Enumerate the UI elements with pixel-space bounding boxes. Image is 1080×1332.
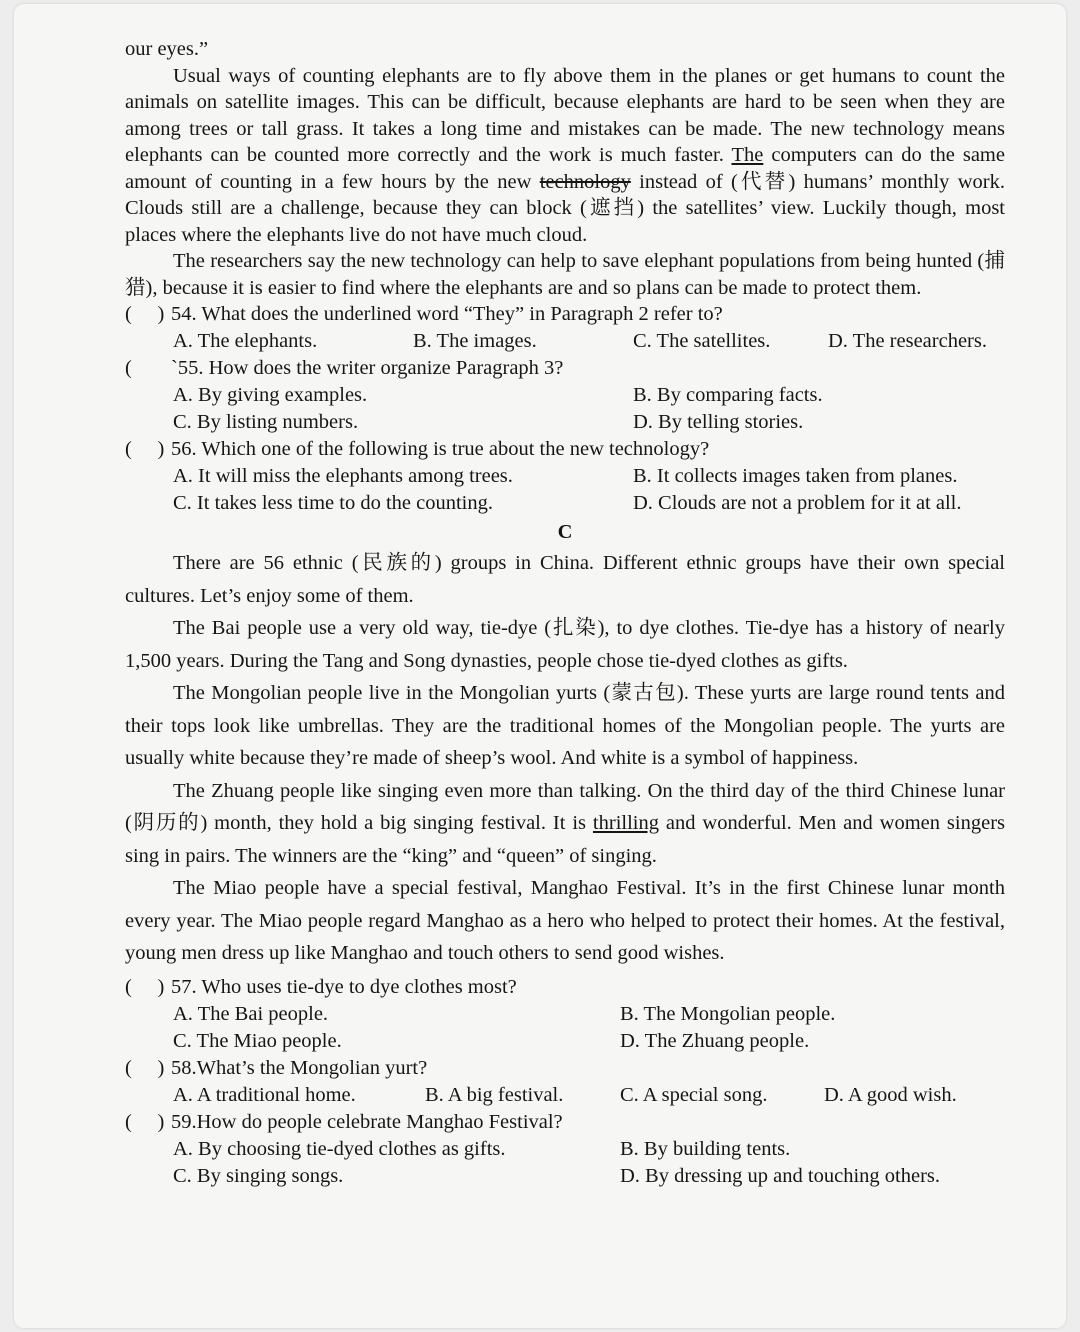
- option-a: A. A traditional home.: [173, 1083, 356, 1106]
- options-56-row1: [125, 463, 1005, 490]
- paragraph-tail: our eyes.”: [125, 38, 209, 60]
- options-54: [125, 328, 1005, 355]
- answer-blank[interactable]: ( ): [125, 975, 165, 998]
- question-text: `55. How does the writer organize Paragraph 3?: [171, 357, 564, 379]
- paragraph-c1: There are 56 ethnic (民族的) groups in China. Different ethnic groups have their own special cultures. Let’s enjoy some of them.: [125, 552, 1005, 607]
- paragraph-c5: The Miao people have a special festival, Manghao Festival. It’s in the first Chinese lunar month every year. The Miao people regard Manghao as a hero who helped to protect their homes. At the festival, young men dress up like Manghao and touch others to send good wishes.: [125, 877, 1005, 964]
- paragraph-c3: The Mongolian people live in the Mongolian yurts (蒙古包). These yurts are large round tents and their tops look like umbrellas. They are the traditional homes of the Mongolian people. The yurts are usually white because they’re made of sheep’s wool. And white is a symbol of happiness.: [125, 682, 1005, 769]
- options-56-row2: [125, 490, 1005, 517]
- paragraph-c2: The Bai people use a very old way, tie-dye (扎染), to dye clothes. Tie-dye has a history of nearly 1,500 years. During the Tang and Song dynasties, people chose tie-dyed clothes as gifts.: [125, 617, 1005, 672]
- document-page: [14, 4, 1066, 1328]
- option-a: A. The elephants.: [173, 330, 318, 352]
- option-d: D. Clouds are not a problem for it at all.: [633, 492, 962, 514]
- option-b: B. A big festival.: [425, 1083, 564, 1106]
- answer-blank[interactable]: ( ): [125, 1110, 165, 1133]
- option-d: D. The researchers.: [828, 330, 987, 352]
- option-a: A. The Bai people.: [173, 1002, 329, 1025]
- option-d: D. A good wish.: [824, 1083, 957, 1106]
- option-d: D. By dressing up and touching others.: [620, 1164, 940, 1187]
- options-57-row1: [125, 1001, 1005, 1028]
- paragraph-c4: The Zhuang people like singing even more than talking. On the third day of the third Chinese lunar (阴历的) month, they hold a big singing festival. It is thrilling and wonderful. Men and women singers sing in pairs. The winners are the “king” and “queen” of singing.: [125, 779, 1005, 867]
- paragraph-3: The researchers say the new technology can help to save elephant populations from being hunted (捕猎), because it is easier to find where the elephants are and so plans can be made to protect them.: [125, 250, 1005, 299]
- option-b: B. It collects images taken from planes.: [633, 465, 958, 487]
- question-text: 56. Which one of the following is true about the new technology?: [171, 438, 710, 460]
- question-text: 59.How do people celebrate Manghao Festival?: [171, 1110, 563, 1133]
- question-54: [125, 301, 1005, 328]
- answer-blank[interactable]: ( ): [125, 1056, 165, 1079]
- question-text: 54. What does the underlined word “They” in Paragraph 2 refer to?: [171, 303, 723, 325]
- option-d: D. By telling stories.: [633, 411, 804, 433]
- option-c: C. By listing numbers.: [173, 411, 359, 433]
- option-b: B. The images.: [413, 330, 537, 352]
- option-c: C. The satellites.: [633, 330, 771, 352]
- options-57-row2: [125, 1028, 1005, 1055]
- question-59: [125, 1109, 1005, 1136]
- answer-blank[interactable]: ( ): [125, 438, 165, 460]
- question-55: [125, 355, 1005, 382]
- paragraph-2: Usual ways of counting elephants are to fly above them in the planes or get humans to count the animals on satellite images. This can be difficult, because elephants are hard to be seen when they are among trees or tall grass. It takes a long time and mistakes can be made. The new technology means elephants can be counted more correctly and the work is much faster. The computers can do the same amount of counting in a few hours by the new technology instead of (代替) humans’ monthly work. Clouds still are a challenge, because they can block (遮挡) the satellites’ view. Luckily though, most places where the elephants live do not have much cloud.: [125, 64, 1005, 246]
- question-56: [125, 436, 1005, 463]
- option-b: B. By comparing facts.: [633, 384, 823, 406]
- option-b: B. By building tents.: [620, 1137, 791, 1160]
- underlined-word-thrilling: thrilling: [592, 812, 659, 834]
- question-text: 58.What’s the Mongolian yurt?: [171, 1056, 428, 1079]
- option-c: C. The Miao people.: [173, 1029, 342, 1052]
- question-58: [125, 1055, 1005, 1082]
- option-a: A. By giving examples.: [173, 384, 368, 406]
- options-59-row1: [125, 1136, 1005, 1163]
- option-a: A. It will miss the elephants among trees.: [173, 465, 513, 487]
- option-c: C. A special song.: [620, 1083, 768, 1106]
- options-59-row2: [125, 1163, 1005, 1190]
- options-58: [125, 1082, 1005, 1109]
- option-c: C. By singing songs.: [173, 1164, 344, 1187]
- question-57: [125, 974, 1005, 1001]
- answer-blank[interactable]: ( ): [125, 303, 165, 325]
- section-heading-c: C: [557, 521, 573, 543]
- page-content: [125, 36, 1005, 1190]
- question-text: 57. Who uses tie-dye to dye clothes most?: [171, 975, 517, 998]
- option-c: C. It takes less time to do the counting.: [173, 492, 493, 514]
- option-b: B. The Mongolian people.: [620, 1002, 836, 1025]
- options-55-row2: [125, 409, 1005, 436]
- option-a: A. By choosing tie-dyed clothes as gifts.: [173, 1137, 506, 1160]
- answer-blank[interactable]: (: [125, 357, 158, 379]
- underlined-word-they: The: [731, 144, 764, 166]
- option-d: D. The Zhuang people.: [620, 1029, 810, 1052]
- options-55-row1: [125, 382, 1005, 409]
